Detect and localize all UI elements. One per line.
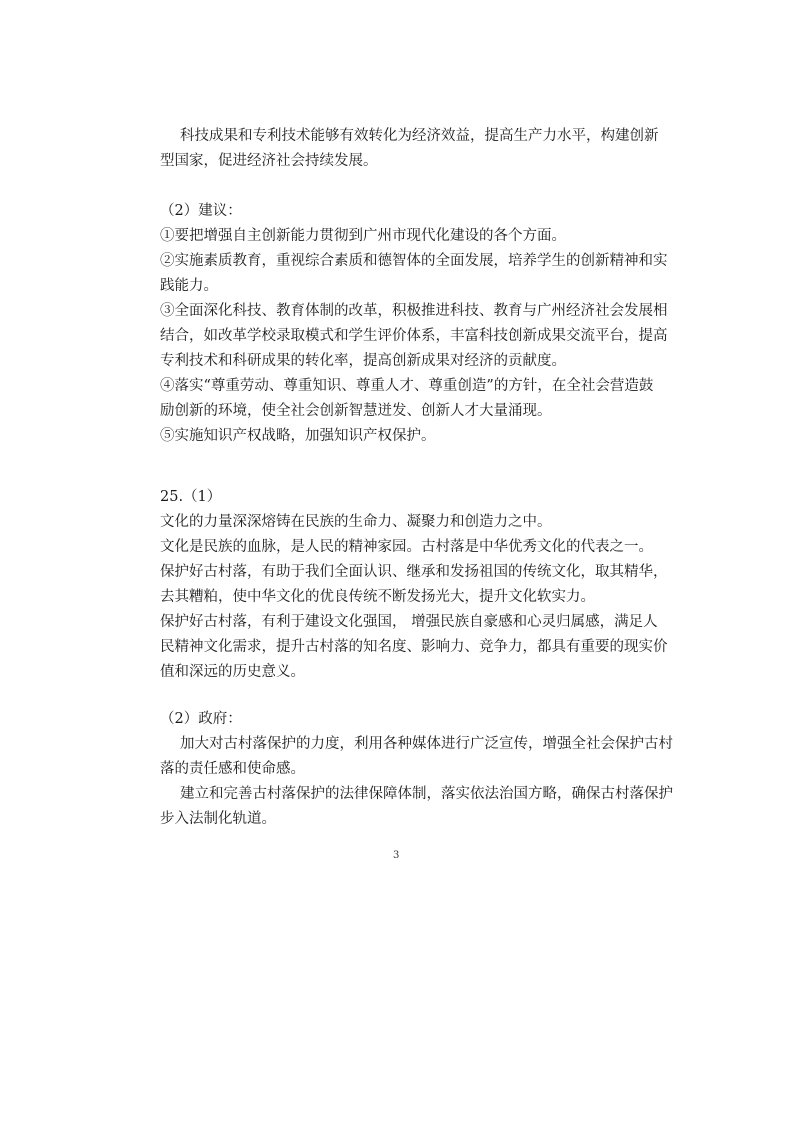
suggestion-line: 专利技术和科研成果的转化率，提高创新成果对经济的贡献度。 [160, 353, 566, 369]
government-line: 建立和完善古村落保护的法律保障体制，落实依法治国方略，确保古村落保护 [180, 786, 673, 802]
intro-line: 型国家，促进经济社会持续发展。 [160, 153, 378, 169]
intro-paragraph [160, 124, 659, 174]
suggestion-line: 结合，如改革学校录取模式和学生评价体系，丰富科技创新成果交流平台，提高 [160, 328, 668, 344]
page-number: 3 [393, 850, 400, 861]
suggestion-line: ③全面深化科技、教育体制的改革，积极推进科技、教育与广州经济社会发展相 [160, 303, 668, 319]
suggestions-section [160, 199, 668, 449]
suggestion-line: ①要把增强自主创新能力贯彻到广州市现代化建设的各个方面。 [160, 228, 566, 244]
answer-line: 保护好古村落，有助于我们全面认识、继承和发扬祖国的传统文化，取其精华， [160, 564, 668, 580]
intro-line: 科技成果和专利技术能够有效转化为经济效益，提高生产力水平，构建创新 [180, 128, 659, 144]
government-section [160, 707, 673, 832]
government-line: 步入法制化轨道。 [160, 811, 276, 827]
government-heading: （2）政府： [160, 711, 242, 727]
suggestions-heading: （2）建议： [160, 203, 242, 219]
answer-line: 文化是民族的血脉，是人民的精神家园。古村落是中华优秀文化的代表之一。 [160, 539, 653, 555]
suggestion-line: ⑤实施知识产权战略，加强知识产权保护。 [160, 428, 436, 444]
suggestion-line: 践能力。 [160, 278, 218, 294]
question-25-part-1 [160, 485, 668, 685]
government-line: 落的责任感和使命感。 [160, 761, 305, 777]
suggestion-line: ②实施素质教育，重视综合素质和德智体的全面发展，培养学生的创新精神和实 [160, 253, 668, 269]
question-25-heading: 25.（1） [160, 489, 222, 505]
suggestion-line: 励创新的环境，使全社会创新智慧迸发、创新人才大量涌现。 [160, 403, 552, 419]
government-line: 加大对古村落保护的力度，利用各种媒体进行广泛宣传，增强全社会保护古村 [180, 736, 673, 752]
answer-line: 保护好古村落，有利于建设文化强国， 增强民族自豪感和心灵归属感，满足人 [160, 614, 658, 630]
answer-line: 文化的力量深深熔铸在民族的生命力、凝聚力和创造力之中。 [160, 514, 552, 530]
suggestion-line: ④落实“尊重劳动、尊重知识、尊重人才、尊重创造”的方针，在全社会营造鼓 [160, 378, 654, 394]
answer-line: 民精神文化需求，提升古村落的知名度、影响力、竞争力，都具有重要的现实价 [160, 639, 668, 655]
answer-line: 去其糟粕，使中华文化的优良传统不断发扬光大，提升文化软实力。 [160, 589, 595, 605]
answer-line: 值和深远的历史意义。 [160, 664, 305, 680]
